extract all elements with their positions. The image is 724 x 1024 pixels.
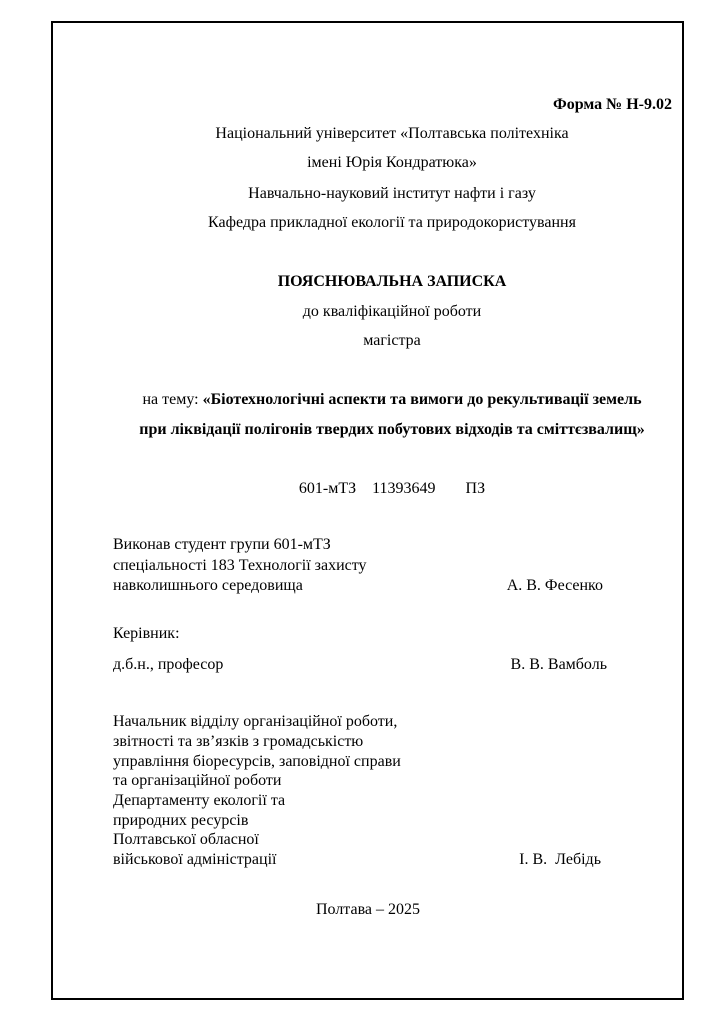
topic-title-1: «Біотехнологічні аспекти та вимоги до рекультивації земель bbox=[202, 391, 642, 408]
code-number: 11393649 bbox=[372, 480, 436, 497]
topic-line-2: при ліквідації полігонів твердих побутових відходів та сміттєзвалищ» bbox=[139, 421, 645, 438]
topic-prefix: на тему: bbox=[142, 391, 203, 408]
doc-subtitle: до кваліфікаційної роботи bbox=[302, 303, 482, 320]
supervisor-label: Керівник: bbox=[113, 625, 180, 642]
reviewer-line: Полтавської обласної bbox=[113, 831, 259, 848]
student-line-1: Виконав студент групи 601-мТЗ bbox=[113, 536, 331, 553]
supervisor-name: В. В. Вамболь bbox=[510, 656, 607, 673]
student-name: А. В. Фесенко bbox=[506, 577, 603, 594]
reviewer-line: природних ресурсів bbox=[113, 812, 249, 829]
reviewer-line: звітності та зв’язків з громадськістю bbox=[113, 733, 364, 750]
degree: магістра bbox=[363, 332, 421, 349]
reviewer-line: Начальник відділу організаційної роботи, bbox=[113, 713, 398, 730]
student-line-2: спеціальності 183 Технології захисту bbox=[113, 557, 367, 574]
reviewer-line: та організаційної роботи bbox=[113, 772, 282, 789]
department-name: Кафедра прикладної екології та природокористування bbox=[208, 214, 576, 231]
place-year: Полтава – 2025 bbox=[315, 901, 421, 918]
reviewer-line: Департаменту екології та bbox=[113, 792, 286, 809]
university-name-2: імені Юрія Кондратюка» bbox=[307, 154, 477, 171]
doc-title: ПОЯСНЮВАЛЬНА ЗАПИСКА bbox=[277, 273, 507, 290]
institute-name: Навчально-науковий інститут нафти і газу bbox=[248, 185, 536, 202]
university-name: Національний університет «Полтавська політехніка bbox=[215, 125, 569, 142]
reviewer-line: військової адміністрації bbox=[113, 851, 277, 868]
reviewer-name: І. В. Лебідь bbox=[519, 851, 601, 868]
code-type: ПЗ bbox=[465, 480, 486, 497]
reviewer-line: управління біоресурсів, заповідної справи bbox=[113, 753, 401, 770]
form-number: Форма № Н-9.02 bbox=[552, 96, 672, 113]
code-group: 601-мТЗ bbox=[298, 480, 357, 497]
supervisor-title: д.б.н., професор bbox=[113, 656, 224, 673]
student-line-3: навколишнього середовища bbox=[113, 577, 303, 594]
topic-line-1 bbox=[52, 390, 724, 410]
document-code bbox=[52, 479, 724, 499]
